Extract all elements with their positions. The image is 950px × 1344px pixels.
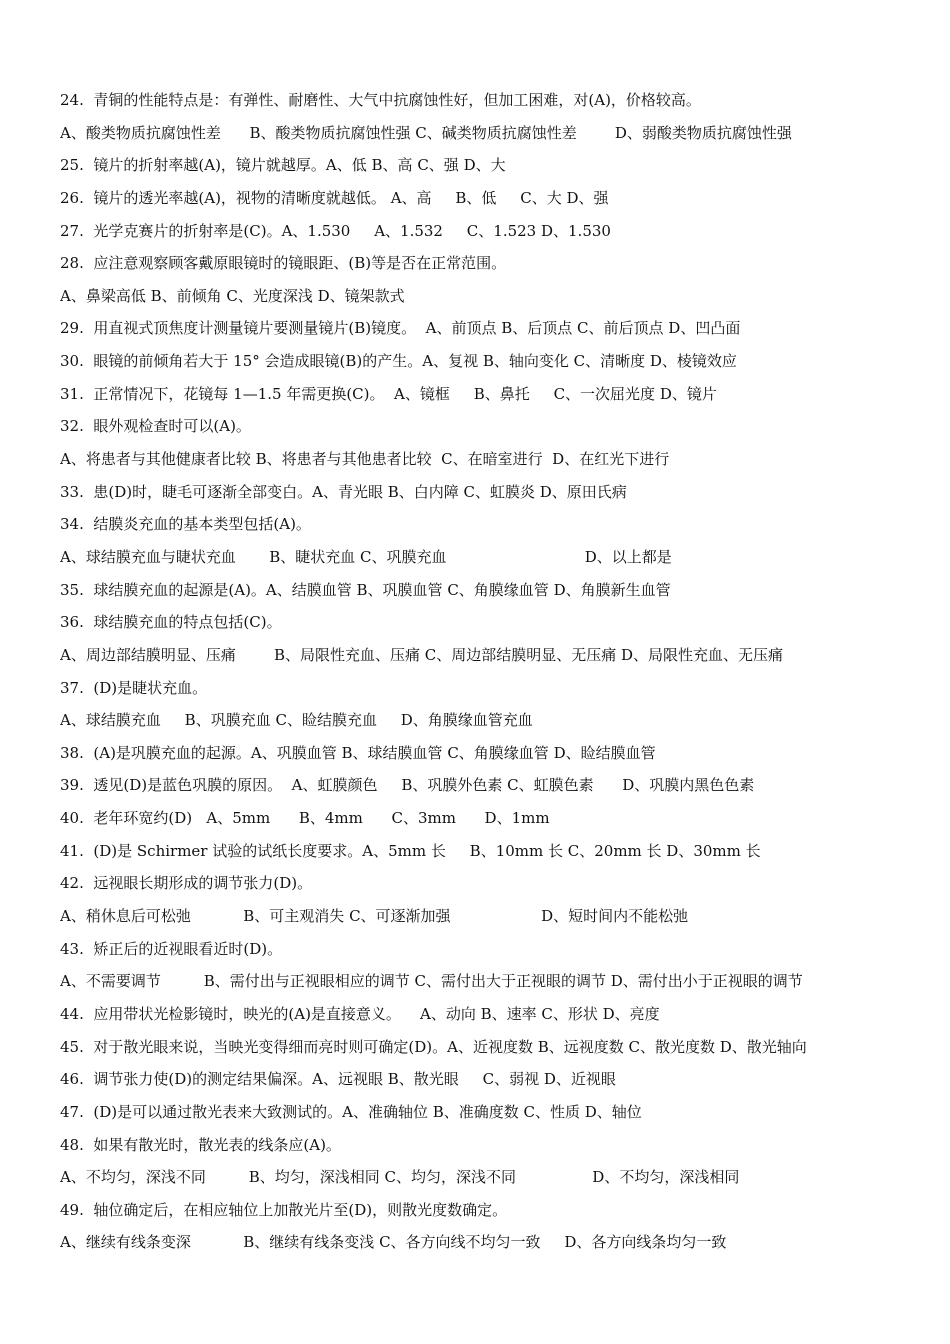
text-line: 34. 结膜炎充血的基本类型包括(A)。 (60, 515, 311, 534)
text-line: A、周边部结膜明显、压痛 B、局限性充血、压痛 C、周边部结膜明显、无压痛 D、局限性充血、无压痛 (60, 645, 784, 664)
text-line: A、继续有线条变深 B、继续有线条变浅 C、各方向线不均匀一致 D、各方向线条均匀一致 (60, 1233, 727, 1252)
text-line: 46. 调节张力使(D)的测定结果偏深。A、远视眼 B、散光眼 C、弱视 D、近视眼 (60, 1070, 616, 1089)
text-line: 45. 对于散光眼来说，当映光变得细而亮时则可确定(D)。A、近视度数 B、远视度数 C、散光度数 D、散光轴向 (60, 1037, 807, 1056)
text-line: 38. (A)是巩膜充血的起源。A、巩膜血管 B、球结膜血管 C、角膜缘血管 D、睑结膜血管 (60, 743, 656, 762)
text-line: 39. 透见(D)是蓝色巩膜的原因。 A、虹膜颜色 B、巩膜外色素 C、虹膜色素 D、巩膜内黑色色素 (60, 776, 755, 795)
text-line: 24. 青铜的性能特点是：有弹性、耐磨性、大气中抗腐蚀性好，但加工困难，对(A)，价格较高。 (60, 91, 701, 109)
text-line: 26. 镜片的透光率越(A)，视物的清晰度就越低。 A、高 B、低 C、大 D、强 (60, 188, 609, 207)
text-line: 30. 眼镜的前倾角若大于 15° 会造成眼镜(B)的产生。A、复视 B、轴向变化 C、清晰度 D、棱镜效应 (60, 352, 737, 371)
text-line: 25. 镜片的折射率越(A)，镜片就越厚。A、低 B、高 C、强 D、大 (60, 156, 506, 175)
text-line: 40. 老年环宽约(D) A、5mm B、4mm C、3mm D、1mm (60, 809, 550, 828)
text-line: A、鼻梁高低 B、前倾角 C、光度深浅 D、镜架款式 (60, 286, 405, 305)
text-line: 35. 球结膜充血的起源是(A)。A、结膜血管 B、巩膜血管 C、角膜缘血管 D、角膜新生血管 (60, 580, 671, 599)
text-line: 31. 正常情况下，花镜每 1—1.5 年需更换(C)。 A、镜框 B、鼻托 C、一次屈光度 D、镜片 (60, 384, 717, 403)
text-line: 48. 如果有散光时，散光表的线条应(A)。 (60, 1135, 341, 1154)
text-line: A、稍休息后可松弛 B、可主观消失 C、可逐渐加强 D、短时间内不能松弛 (60, 907, 689, 926)
text-line: A、将患者与其他健康者比较 B、将患者与其他患者比较 C、在暗室进行 D、在红光下进行 (60, 450, 670, 469)
text-line: 29. 用直视式顶焦度计测量镜片要测量镜片(B)镜度。 A、前顶点 B、后顶点 C、前后顶点 D、凹凸面 (60, 319, 741, 338)
text-line: 32. 眼外观检查时可以(A)。 (60, 417, 251, 436)
document-body (60, 84, 890, 1259)
text-line: A、不需要调节 B、需付出与正视眼相应的调节 C、需付出大于正视眼的调节 D、需付出小于正视眼的调节 (60, 972, 803, 991)
text-line: 49. 轴位确定后，在相应轴位上加散光片至(D)，则散光度数确定。 (60, 1200, 508, 1219)
text-line: 47. (D)是可以通过散光表来大致测试的。A、准确轴位 B、准确度数 C、性质 D、轴位 (60, 1102, 642, 1121)
text-line: 44. 应用带状光检影镜时，映光的(A)是直接意义。 A、动向 B、速率 C、形状 D、亮度 (60, 1004, 660, 1023)
text-line: 43. 矫正后的近视眼看近时(D)。 (60, 939, 283, 958)
text-line: A、酸类物质抗腐蚀性差 B、酸类物质抗腐蚀性强 C、碱类物质抗腐蚀性差 D、弱酸类物质抗腐蚀性强 (60, 123, 792, 142)
text-line: A、球结膜充血 B、巩膜充血 C、睑结膜充血 D、角膜缘血管充血 (60, 711, 533, 730)
text-line: 28. 应注意观察顾客戴原眼镜时的镜眼距、(B)等是否在正常范围。 (60, 254, 507, 273)
text-line: 33. 患(D)时，睫毛可逐渐全部变白。A、青光眼 B、白内障 C、虹膜炎 D、原田氏病 (60, 482, 627, 501)
text-line: 42. 远视眼长期形成的调节张力(D)。 (60, 874, 313, 893)
text-line: 37. (D)是睫状充血。 (60, 678, 208, 697)
text-line: 41. (D)是 Schirmer 试验的试纸长度要求。A、5mm 长 B、10mm 长 C、20mm 长 D、30mm 长 (60, 841, 761, 860)
text-line: 36. 球结膜充血的特点包括(C)。 (60, 613, 282, 632)
text-line: 27. 光学克赛片的折射率是(C)。A、1.530 A、1.532 C、1.523 D、1.530 (60, 221, 611, 240)
text-line: A、不均匀，深浅不同 B、均匀，深浅相同 C、均匀，深浅不同 D、不均匀，深浅相同 (60, 1168, 740, 1187)
text-line: A、球结膜充血与睫状充血 B、睫状充血 C、巩膜充血 D、以上都是 (60, 547, 672, 566)
